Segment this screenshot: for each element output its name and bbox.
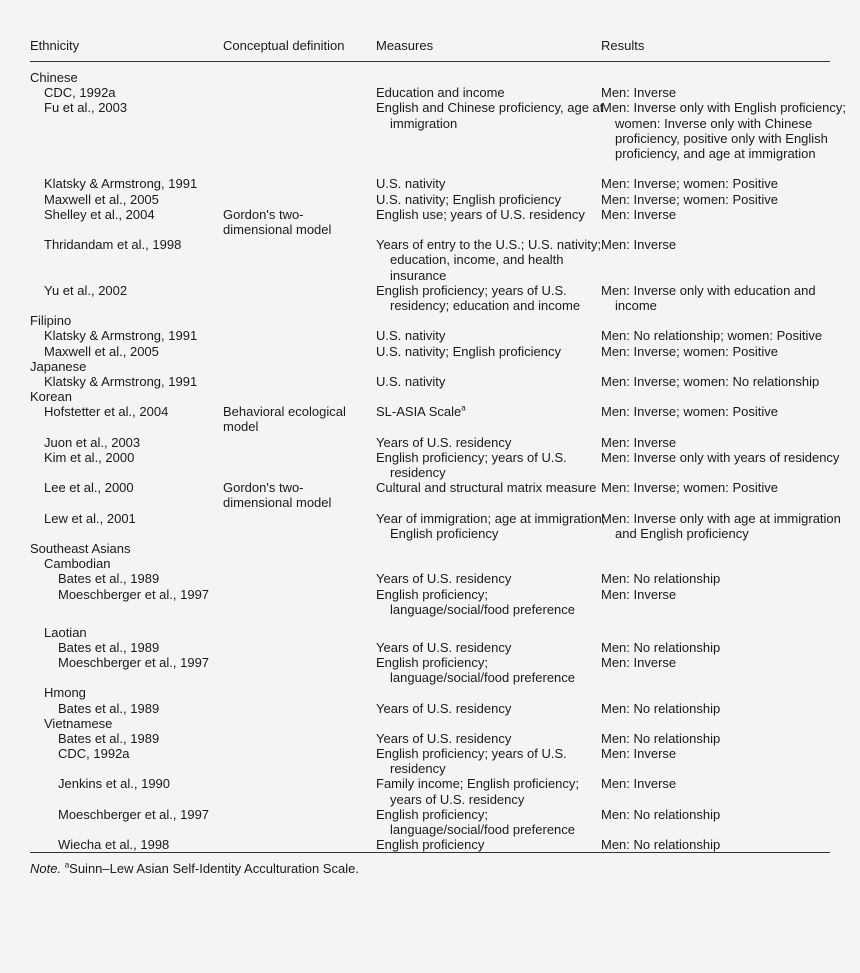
measures-cell [376, 283, 610, 313]
results-cell: Men: Inverse [601, 206, 677, 222]
measures-cell [376, 640, 610, 655]
results-cell: Men: Inverse; women: Positive [601, 404, 779, 420]
results-cell: Men: Inverse [601, 654, 677, 670]
ethnicity-cell: Maxwell et al., 2005 [44, 343, 159, 359]
measures-text: U.S. nativity [376, 176, 446, 192]
results-cell: Men: No relationship [601, 639, 721, 655]
table-row [30, 556, 830, 571]
ethnicity-cell: Jenkins et al., 1990 [58, 776, 171, 792]
measures-text: Year of immigration; age at immigration; English proficiency [376, 510, 606, 541]
note-superscript: a [64, 861, 70, 871]
ethnicity-cell: Southeast Asians [30, 541, 131, 556]
conceptual-cell: Behavioral ecological model [223, 404, 346, 435]
ethnicity-cell: Yu et al., 2002 [44, 282, 128, 298]
measures-text: U.S. nativity; English proficiency [376, 343, 561, 359]
measures-cell [376, 807, 610, 837]
measures-cell [376, 435, 610, 450]
table-row [30, 70, 830, 85]
table-row [30, 587, 830, 625]
table-row [30, 344, 830, 359]
results-cell: Men: Inverse; women: Positive [601, 343, 779, 359]
ethnicity-cell: Wiecha et al., 1998 [58, 837, 170, 853]
ethnicity-cell: CDC, 1992a [44, 85, 116, 101]
table-row [30, 389, 830, 404]
ethnicity-cell: Klatsky & Armstrong, 1991 [44, 328, 198, 344]
measures-cell [376, 450, 610, 480]
table-row [30, 701, 830, 716]
measures-cell [376, 100, 610, 130]
table-row [30, 283, 830, 313]
table-row [30, 237, 830, 283]
table-row [30, 359, 830, 374]
results-cell: Men: Inverse; women: Positive [601, 191, 779, 207]
results-cell: Men: Inverse [601, 586, 677, 602]
bottom-rule [30, 852, 830, 853]
measures-cell [376, 571, 610, 586]
table-row [30, 176, 830, 191]
table-row [30, 510, 841, 541]
header-conceptual-definition: Conceptual definition [223, 38, 345, 53]
header-measures: Measures [376, 38, 434, 53]
results-cell: Men: Inverse only with English proficiency; women: Inverse only with Chinese proficiency, positive only with English proficiency, and age at immigration [601, 100, 846, 161]
ethnicity-cell: Cambodian [44, 556, 111, 572]
measures-cell [376, 374, 610, 389]
results-cell: Men: Inverse; women: Positive [601, 480, 779, 496]
ethnicity-cell: Moeschberger et al., 1997 [58, 586, 210, 602]
ethnicity-cell: Moeschberger et al., 1997 [58, 654, 210, 670]
table-row [30, 716, 830, 731]
measures-text: Education and income [376, 85, 505, 101]
table-row [30, 640, 830, 655]
results-cell: Men: No relationship [601, 730, 721, 746]
ethnicity-cell: Fu et al., 2003 [44, 100, 128, 116]
ethnicity-cell: Lee et al., 2000 [44, 480, 134, 496]
ethnicity-cell: Japanese [30, 358, 87, 374]
note-text: Suinn–Lew Asian Self-Identity Acculturation Scale. [69, 861, 359, 877]
measures-text: U.S. nativity [376, 328, 446, 344]
results-cell: Men: Inverse; women: No relationship [601, 373, 820, 389]
measures-text: English use; years of U.S. residency [376, 206, 585, 222]
results-cell: Men: Inverse [601, 746, 677, 762]
table-document [30, 36, 846, 877]
measures-cell [376, 404, 610, 419]
table-row [30, 328, 830, 343]
measures-cell [376, 587, 610, 617]
table-row [30, 731, 830, 746]
ethnicity-cell: Klatsky & Armstrong, 1991 [44, 176, 198, 192]
header-ethnicity: Ethnicity [30, 38, 80, 53]
measures-text: English proficiency; years of U.S. residency [376, 746, 567, 777]
ethnicity-cell: Hofstetter et al., 2004 [44, 404, 169, 420]
table-row [30, 571, 830, 586]
table-row [30, 313, 830, 328]
ethnicity-cell: Filipino [30, 313, 72, 329]
results-cell: Men: Inverse only with years of residency [601, 449, 840, 465]
measures-text: English proficiency; years of U.S. residency [376, 449, 567, 481]
measures-cell [376, 731, 610, 746]
table-row [30, 746, 830, 776]
measures-text: U.S. nativity [376, 373, 446, 389]
measures-text: Years of U.S. residency [376, 434, 512, 450]
ethnicity-cell: Moeschberger et al., 1997 [58, 806, 210, 822]
results-cell: Men: No relationship [601, 571, 721, 587]
measures-cell [376, 85, 610, 100]
table-row [30, 100, 846, 176]
measures-text: U.S. nativity; English proficiency [376, 191, 561, 207]
measures-cell [376, 176, 610, 191]
measures-cell [376, 746, 610, 776]
measures-text: English proficiency; language/social/food preference [376, 586, 576, 617]
results-cell: Men: Inverse [601, 776, 677, 792]
ethnicity-cell: Juon et al., 2003 [44, 434, 141, 450]
ethnicity-cell: Thridandam et al., 1998 [44, 237, 182, 253]
measures-cell [376, 776, 610, 806]
measures-text: SL-ASIA Scale [376, 404, 462, 420]
ethnicity-cell: Vietnamese [44, 715, 113, 731]
measures-cell [376, 237, 610, 283]
table-row [30, 404, 830, 434]
ethnicity-cell: Hmong [44, 685, 86, 701]
table-note [30, 861, 830, 876]
table-body [30, 62, 846, 853]
measures-text: Years of U.S. residency [376, 639, 512, 655]
table-row [30, 480, 830, 510]
results-cell: Men: No relationship [601, 700, 721, 716]
ethnicity-cell: Chinese [30, 70, 78, 85]
results-cell: Men: Inverse only with age at immigration and English proficiency [601, 510, 841, 541]
ethnicity-cell: Bates et al., 1989 [58, 730, 160, 746]
table-row [30, 85, 830, 100]
ethnicity-cell: Kim et al., 2000 [44, 449, 135, 465]
measures-text: Years of entry to the U.S.; U.S. nativity; education, income, and health insurance [376, 237, 601, 283]
measures-cell [376, 207, 610, 222]
table-row [30, 192, 830, 207]
measures-text: English proficiency; years of U.S. residency; education and income [376, 282, 581, 313]
measures-text: English proficiency; language/social/food preference [376, 654, 576, 686]
note-label: Note. [30, 861, 62, 877]
results-cell: Men: Inverse [601, 434, 677, 450]
table-row [30, 807, 830, 837]
measures-cell [376, 655, 610, 685]
table-row [30, 449, 840, 481]
measures-text: English proficiency [376, 837, 485, 853]
measures-cell [376, 480, 610, 495]
results-cell: Men: No relationship [601, 837, 721, 853]
measures-cell [376, 328, 610, 343]
table-row [30, 776, 830, 806]
results-cell: Men: No relationship [601, 806, 721, 822]
measures-text: English proficiency; language/social/food preference [376, 806, 576, 838]
ethnicity-cell: Shelley et al., 2004 [44, 206, 155, 222]
table-row [30, 685, 830, 700]
header-results: Results [601, 38, 645, 53]
table-row [30, 435, 830, 450]
ethnicity-cell: CDC, 1992a [58, 746, 130, 762]
measures-text: English and Chinese proficiency, age at immigration [376, 100, 604, 131]
conceptual-cell: Gordon's two-dimensional model [223, 206, 332, 237]
measures-cell [376, 192, 610, 207]
measures-text: Years of U.S. residency [376, 571, 512, 587]
measures-cell [376, 701, 610, 716]
table-header [30, 36, 830, 56]
ethnicity-cell: Korean [30, 389, 72, 405]
results-cell: Men: No relationship; women: Positive [601, 328, 823, 344]
ethnicity-cell: Lew et al., 2001 [44, 510, 136, 526]
table-row [30, 207, 830, 237]
measures-cell [376, 511, 610, 541]
ethnicity-cell: Klatsky & Armstrong, 1991 [44, 373, 198, 389]
results-cell: Men: Inverse [601, 85, 677, 101]
table-row [30, 374, 830, 389]
ethnicity-cell: Laotian [44, 624, 87, 640]
conceptual-cell: Gordon's two-dimensional model [223, 480, 332, 511]
ethnicity-cell: Bates et al., 1989 [58, 571, 160, 587]
table-row [30, 541, 830, 556]
ethnicity-cell: Bates et al., 1989 [58, 700, 160, 716]
measures-text: Cultural and structural matrix measure [376, 480, 597, 496]
ethnicity-cell: Maxwell et al., 2005 [44, 191, 159, 207]
measures-cell [376, 837, 610, 852]
measures-superscript: a [461, 403, 466, 413]
measures-text: Years of U.S. residency [376, 730, 512, 746]
table-row [30, 655, 830, 685]
measures-text: Family income; English proficiency; years of U.S. residency [376, 776, 580, 807]
results-cell: Men: Inverse only with education and income [601, 282, 816, 313]
table-row [30, 837, 830, 852]
measures-text: Years of U.S. residency [376, 700, 512, 716]
table-row [30, 625, 830, 640]
results-cell: Men: Inverse [601, 237, 677, 253]
results-cell: Men: Inverse; women: Positive [601, 176, 779, 192]
measures-cell [376, 344, 610, 359]
ethnicity-cell: Bates et al., 1989 [58, 639, 160, 655]
